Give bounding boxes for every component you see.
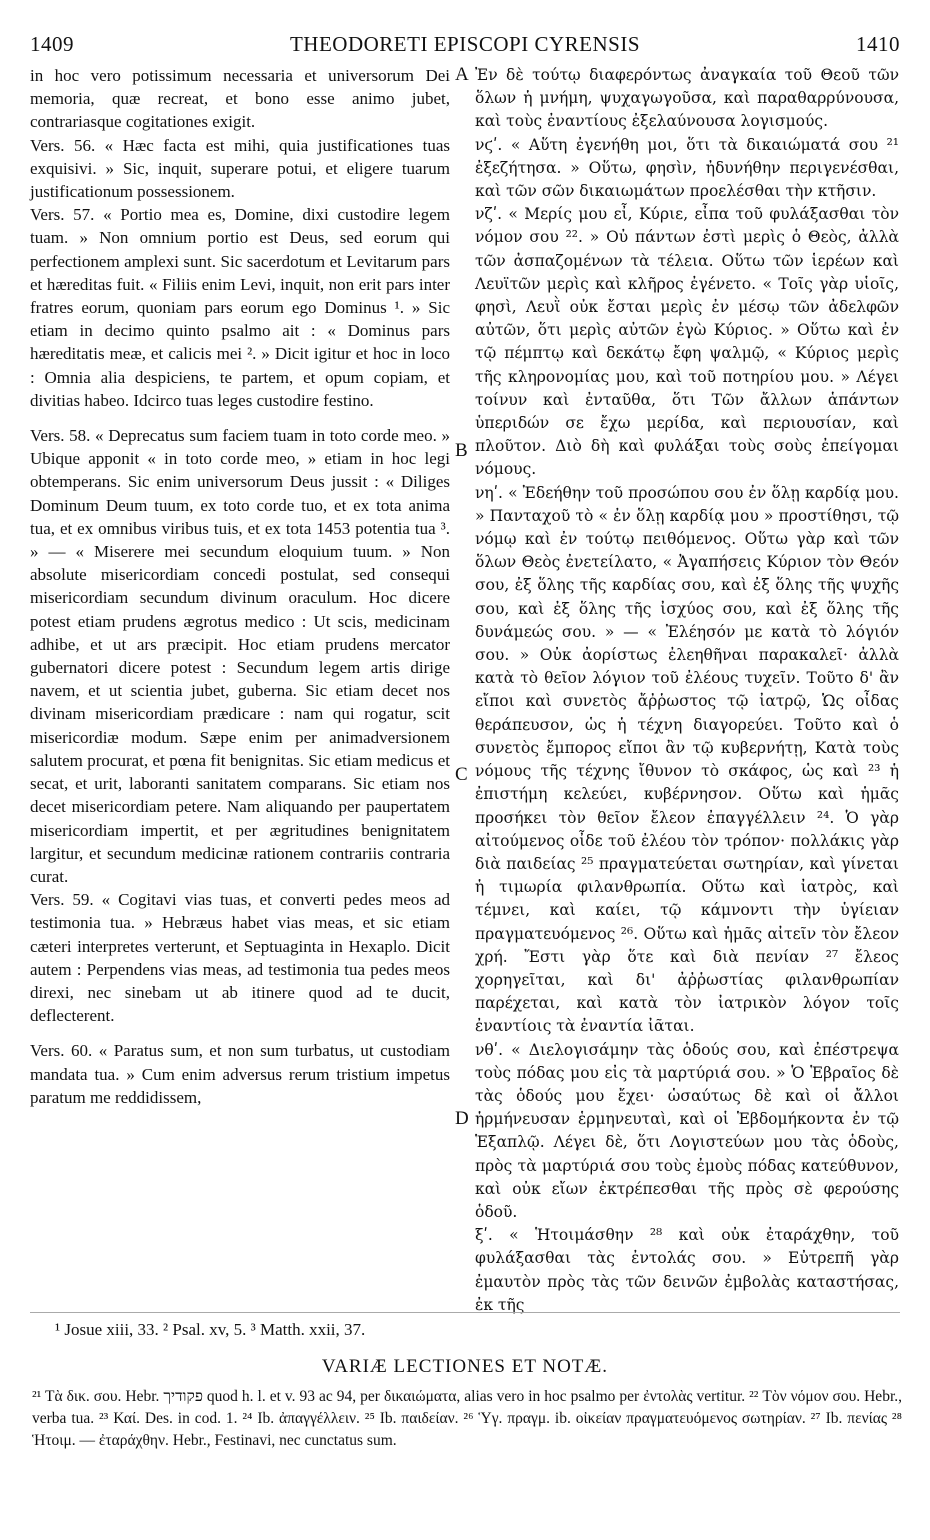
latin-paragraph: Vers. 57. « Portio mea es, Domine, dixi custodire legem tuam. » Non omnium portio est Deus, sed eorum qui perfectionem amplexi sunt. Sic sacerdotum et Levitarum pars et hæreditas fuit. « Filiis enim Levi, inquit, non erit pars inter fratres eorum, quoniam pars eorum ego Dominus ¹. » Sic etiam in decimo quinto psalmo ait : « Dominus pars hæreditatis meæ, et calicis mei ². » Dicit igitur et hoc in loco : Omnia alia despiciens, te partem, et opum copiam, et divitias habeo. Idcirco tuas leges custodire festino.: [30, 205, 450, 410]
greek-paragraph: Ἐν δὲ τούτῳ διαφερόντως ἀναγκαία τοῦ Θεοῦ τῶν ὅλων ἡ μνήμη, ψυχαγωγοῦσα, καὶ παραθαρρύνουσα, καὶ τοὺς ἐναντίους ἐξελαύνουσα λογισμούς.: [475, 66, 899, 131]
greek-paragraph: νθʹ. « Διελογισάμην τὰς ὁδούς σου, καὶ ἐπέστρεψα τοὺς πόδας μου εἰς τὰ μαρτύριά σου. » Ὁ Ἑβραῖος δὲ τὰς ὁδούς μου ἔχει· ὡσαύτως δὲ καὶ οἱ ἄλλοι ἡρμήνευσαν ἑρμηνευταὶ, καὶ οἱ Ἑβδομήκοντα ἐν τῷ Ἑξαπλῷ. Λέγει δὲ, ὅτι Λογιστεύων μου τὰς ὁδοὺς, πρὸς τὰ μαρτύριά σου τοὺς ἐμοὺς πόδας κατεύθυνον, καὶ οὐκ εἴων ἐκτρέπεσθαι τῆς πρὸς σὲ φερούσης ὁδοῦ.: [475, 1040, 899, 1221]
latin-paragraph: Vers. 60. « Paratus sum, et non sum turbatus, ut custodiam mandata tua. » Cum enim adversus rerum tristium impetus paratum me reddidissem,: [30, 1041, 450, 1107]
page-number-left: 1409: [30, 32, 74, 56]
variant-notes: [32, 1386, 902, 1452]
margin-marker-b: B: [455, 440, 468, 461]
footnote-rule: [30, 1312, 900, 1313]
notes-heading: VARIÆ LECTIONES ET NOTÆ.: [321, 1356, 609, 1377]
greek-column: [475, 64, 899, 1317]
notes-text: ²¹ Τὰ δικ. σου. Hebr. פקודיך quod h. l. et v. 93 ac 94, per δικαιώματα, alias vero in hoc psalmo per ἐντολὰς vertitur. ²² Τὸν νόμον σου. Hebr., verba tua. ²³ Καί. Des. in cod. 1. ²⁴ Ib. ἀπαγγέλλειν. ²⁵ Ib. παιδείαν. ²⁶ Ὑγ. πραγμ. ib. οἰκείαν πραγματευόμενος σωτηρίαν. ²⁷ Ib. πενίας ²⁸ Ἡτοιμ. — ἐταράχθην. Hebr., Festinavi, nec cunctatus sum.: [32, 1388, 902, 1449]
greek-paragraph: νηʹ. « Ἐδεήθην τοῦ προσώπου σου ἐν ὅλῃ καρδίᾳ μου. » Πανταχοῦ τὸ « ἐν ὅλῃ καρδίᾳ μου » προστίθησι, τῷ νόμῳ καὶ ἐν τούτῳ πειθόμενος. Οὕτω γὰρ καὶ τῶν ὅλων Θεὸς ἐνετείλατο, « Ἀγαπήσεις Κύριον τὸν Θεόν σου, ἐξ ὅλης τῆς καρδίας σου, καὶ ἐξ ὅλης τῆς ψυχῆς σου, καὶ ἐξ ὅλης τῆς ἰσχύος σου, καὶ ἐξ ὅλης τῆς δυνάμεώς σου. » — « Ἐλέησόν με κατὰ τὸ λόγιόν σου. » Οὐκ ἀορίστως ἐλεηθῆναι παρακαλεῖ· ἀλλὰ κατὰ τὸ θεῖον λόγιον τοῦ ἐλέους τυχεῖν. Τοῦτο δ' ἂν εἴποι καὶ συνετὸς ἄῤῥωστος τῷ ἰατρῷ, Ὡς οἶδας θεράπευσον, ὡς ἡ τέχνη διαγορεύει. Τοῦτο καὶ ὁ συνετὸς ἔμπορος εἴποι ἂν τῷ κυβερνήτῃ, Κατὰ τοὺς νόμους τῆς τέχνης ἴθυνον τὸ σκάφος, ὡς καὶ ²³ ἡ ἐπιστήμη κελεύει, κυβέρνησον. Οὕτω καὶ ἡμᾶς προσήκει τὸν θεῖον ἔλεον ἐπαγγέλλειν ²⁴. Ὁ γὰρ αἰτούμενος οἶδε τοῦ ἐλέου τὸν τρόπον· πολλάκις γὰρ διὰ παιδείας ²⁵ πραγματεύεται σωτηρίαν, καὶ γίνεται ἡ τιμωρία φιλανθρωπία. Οὕτω καὶ ἰατρὸς, καὶ τέμνει, καὶ καίει, τῷ κάμνοντι τὴν ὑγίειαν πραγματευόμενος ²⁶. Οὕτω καὶ ἡμᾶς αἰτεῖν τὸν ἔλεον χρή. Ἔστι γὰρ ὅτε καὶ διὰ πενίαν ²⁷ ἔλεος χορηγεῖται, καὶ δι' ἀῤῥωστίας φιλανθρωπίαν παρέχεται, καὶ κατὰ τὸν ἰατρικὸν λόγον τοῖς ἐναντίοις τὰ ἐναντία ἰᾶται.: [475, 483, 899, 1036]
greek-paragraph: ξʹ. « Ἡτοιμάσθην ²⁸ καὶ οὐκ ἐταράχθην, τοῦ φυλάξασθαι τὰς ἐντολάς σου. » Εὐτρεπῆ γὰρ ἐμαυτὸν πρὸς τὰς τῶν δεινῶν ἐμβολὰς καταστήσας, ἐκ τῆς: [475, 1226, 899, 1314]
footnote-references: ¹ Josue xiii, 33. ² Psal. xv, 5. ³ Matth. xxii, 37.: [55, 1320, 366, 1339]
latin-paragraph: Vers. 58. « Deprecatus sum faciem tuam in toto corde meo. » Ubique apponit « in toto corde meo, » etiam in hoc legi obtemperans. Sic enim universorum Deus jussit : « Diliges Dominum Deum tuum, ex toto corde tuo, et ex tota anima tua, et ex omnibus viribus tuis, et ex tota 1453 potentia tua ³. » — « Miserere mei secundum eloquium tuum. » Non absolute misericordiam concedi postulat, sed consequi misericordiam secundum divinum oraculum. Hoc dicere potest etiam prudens ægrotus medico : Ut scis, medicinam adhibe, et ut ars præcipit. Hoc etiam prudens mercator gubernatori dicere potest : Secundum legem artis dirige navem, et ut scientia jubet, guberna. Sic etiam decet nos divinam misericordiam prædicare : nam qui rogatur, scit misericordiæ modum. Sæpe enim per animadversionem salutem procurat, et pœna fit benignitas. Sic etiam medicus et secat, et urit, laboranti sanitatem comparans. Sic etiam nos decet misericordiam petere. Nam aliquando per paupertatem misericordiam impertit, et per ægritudines benignitatem largitur, et secundum medicinæ rationem contrariis contraria curat.: [30, 426, 450, 886]
latin-column: [30, 64, 450, 1109]
margin-marker-d: D: [455, 1108, 469, 1129]
latin-paragraph: in hoc vero potissimum necessaria et universorum Dei memoria, quæ recreat, et bono esse animo jubet, contrariasque cogitationes exigit.: [30, 66, 450, 132]
margin-marker-c: C: [455, 764, 468, 785]
page-header: [30, 30, 900, 64]
running-title: THEODORETI EPISCOPI CYRENSIS: [289, 32, 641, 56]
page-number-right: 1410: [856, 32, 900, 56]
latin-paragraph: Vers. 59. « Cogitavi vias tuas, et converti pedes meos ad testimonia tua. » Hebræus habet vias meas, et sic etiam cæteri interpretes verterunt, et Septuaginta in Hexaplo. Dicit autem : Perpendens vias meas, ad testimonia tua pedes meos direxi, nec sinebam ut ab itinere quod ad te ducit, deflecterent.: [30, 890, 450, 1026]
greek-paragraph: νϛʹ. « Αὕτη ἐγενήθη μοι, ὅτι τὰ δικαιώματά σου ²¹ ἐξεζήτησα. » Οὕτω, φησὶν, ἠδυνήθην περιγενέσθαι, καὶ τῶν σῶν δικαιωμάτων προελέσθαι τὴν κτῆσιν.: [475, 135, 899, 201]
greek-paragraph: νζʹ. « Μερίς μου εἶ, Κύριε, εἶπα τοῦ φυλάξασθαι τὸν νόμον σου ²². » Οὐ πάντων ἐστὶ μερὶς ὁ Θεὸς, ἀλλὰ τῶν ἀσπαζομένων τὰ τέλεια. Οὕτω τῶν ἱερέων καὶ Λευϊτῶν μερὶς καὶ κλῆρος ἐγένετο. « Τοῖς γὰρ υἱοῖς, φησὶ, Λευῒ οὐκ ἔσται μερὶς ἐν μέσῳ τῶν ἀδελφῶν αὐτῶν, ὅτι μερὶς αὐτῶν ἐγὼ Κύριος. » Οὕτω καὶ ἐν τῷ πέμπτῳ καὶ δεκάτῳ ἔφη ψαλμῷ, « Κύριος μερὶς τῆς κληρονομίας μου, καὶ τοῦ ποτηρίου μου. » Λέγει τοίνυν καὶ ἐνταῦθα, ὅτι Τῶν ἄλλων ἁπάντων ὑπεριδών σε ἔχω μερίδα, καὶ περιουσίαν, καὶ πλοῦτον. Διὸ δὴ καὶ φυλάξαι τοὺς σοὺς ἐπείγομαι νόμους.: [475, 205, 899, 479]
latin-paragraph: Vers. 56. « Hæc facta est mihi, quia justificationes tuas exquisivi. » Sic, inquit, superare potui, et eligere tuarum justificationum possessionem.: [30, 135, 450, 202]
margin-marker-a: A: [455, 64, 469, 85]
